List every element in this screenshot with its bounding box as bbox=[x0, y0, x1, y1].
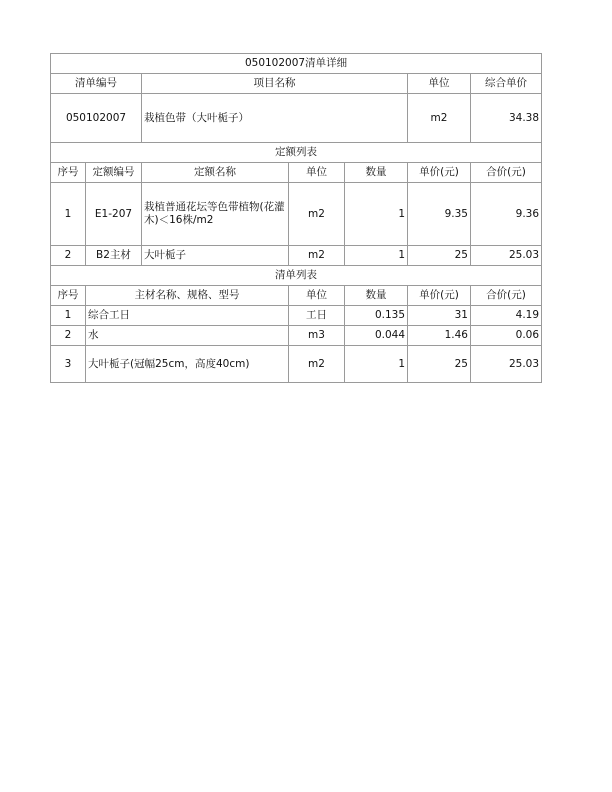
material-unit-price: 1.46 bbox=[408, 326, 471, 346]
material-unit-header: 单位 bbox=[289, 286, 345, 306]
quota-total-header: 合价(元) bbox=[471, 163, 542, 183]
bill-code: 050102007 bbox=[51, 94, 142, 143]
material-unit-price: 25 bbox=[408, 346, 471, 383]
quota-header-row bbox=[51, 163, 542, 183]
bill-price-header: 综合单价 bbox=[471, 74, 542, 94]
material-unit: 工日 bbox=[289, 306, 345, 326]
material-qty: 1 bbox=[345, 346, 408, 383]
material-seq: 3 bbox=[51, 346, 86, 383]
material-row bbox=[51, 326, 542, 346]
quota-seq-header: 序号 bbox=[51, 163, 86, 183]
material-seq-header: 序号 bbox=[51, 286, 86, 306]
bill-code-header: 清单编号 bbox=[51, 74, 142, 94]
quota-seq: 2 bbox=[51, 246, 86, 266]
quota-total: 25.03 bbox=[471, 246, 542, 266]
material-unit: m2 bbox=[289, 346, 345, 383]
material-qty: 0.135 bbox=[345, 306, 408, 326]
bill-name: 栽植色带（大叶栀子） bbox=[142, 94, 408, 143]
materials-section-title: 清单列表 bbox=[51, 266, 542, 286]
quota-seq: 1 bbox=[51, 183, 86, 246]
material-name-header: 主材名称、规格、型号 bbox=[86, 286, 289, 306]
quota-total: 9.36 bbox=[471, 183, 542, 246]
quota-name: 大叶栀子 bbox=[142, 246, 289, 266]
quota-name: 栽植普通花坛等色带植物(花灌木)＜16株/m2 bbox=[142, 183, 289, 246]
material-name: 综合工日 bbox=[86, 306, 289, 326]
bill-unit-header: 单位 bbox=[408, 74, 471, 94]
material-unit: m3 bbox=[289, 326, 345, 346]
quota-unit-header: 单位 bbox=[289, 163, 345, 183]
material-seq: 2 bbox=[51, 326, 86, 346]
material-seq: 1 bbox=[51, 306, 86, 326]
bill-detail-table bbox=[50, 53, 542, 383]
materials-section-row bbox=[51, 266, 542, 286]
material-unit-price-header: 单价(元) bbox=[408, 286, 471, 306]
quota-code: E1-207 bbox=[86, 183, 142, 246]
quota-row bbox=[51, 183, 542, 246]
material-total-header: 合价(元) bbox=[471, 286, 542, 306]
materials-header-row bbox=[51, 286, 542, 306]
quota-unit-price: 25 bbox=[408, 246, 471, 266]
title-row bbox=[51, 54, 542, 74]
material-total: 25.03 bbox=[471, 346, 542, 383]
sheet-title: 050102007清单详细 bbox=[51, 54, 542, 74]
quota-code-header: 定额编号 bbox=[86, 163, 142, 183]
material-name: 大叶栀子(冠幅25cm，高度40cm) bbox=[86, 346, 289, 383]
quota-qty: 1 bbox=[345, 246, 408, 266]
quota-unit: m2 bbox=[289, 246, 345, 266]
quota-section-row bbox=[51, 143, 542, 163]
quota-qty: 1 bbox=[345, 183, 408, 246]
quota-qty-header: 数量 bbox=[345, 163, 408, 183]
bill-row bbox=[51, 94, 542, 143]
bill-name-header: 项目名称 bbox=[142, 74, 408, 94]
bill-unit: m2 bbox=[408, 94, 471, 143]
bill-price: 34.38 bbox=[471, 94, 542, 143]
material-total: 4.19 bbox=[471, 306, 542, 326]
quota-section-title: 定额列表 bbox=[51, 143, 542, 163]
material-row bbox=[51, 346, 542, 383]
quota-name-header: 定额名称 bbox=[142, 163, 289, 183]
material-total: 0.06 bbox=[471, 326, 542, 346]
material-row bbox=[51, 306, 542, 326]
quota-row bbox=[51, 246, 542, 266]
bill-header-row bbox=[51, 74, 542, 94]
material-qty-header: 数量 bbox=[345, 286, 408, 306]
material-name: 水 bbox=[86, 326, 289, 346]
quota-unit-price: 9.35 bbox=[408, 183, 471, 246]
quota-unit-price-header: 单价(元) bbox=[408, 163, 471, 183]
material-unit-price: 31 bbox=[408, 306, 471, 326]
quota-unit: m2 bbox=[289, 183, 345, 246]
quota-code: B2主材 bbox=[86, 246, 142, 266]
material-qty: 0.044 bbox=[345, 326, 408, 346]
